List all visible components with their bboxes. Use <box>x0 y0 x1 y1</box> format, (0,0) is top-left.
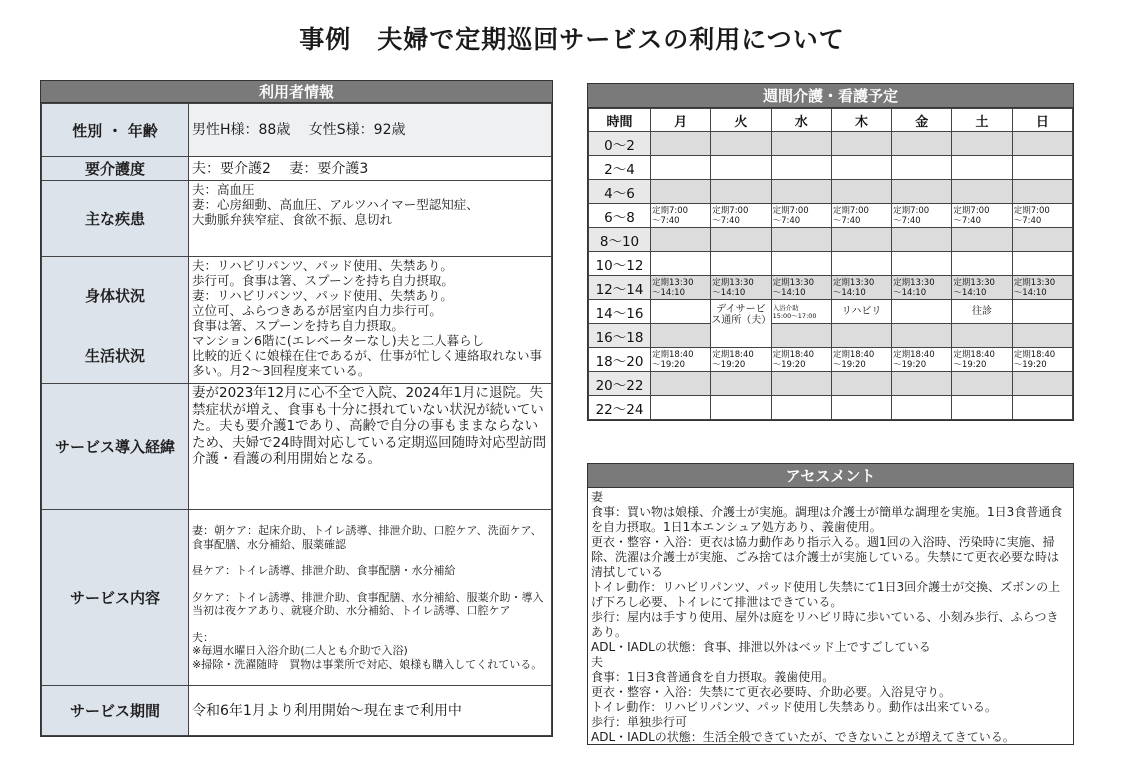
visit-noon: 定期13:30 ～14:10 <box>952 276 1012 300</box>
intro-text: 妻が2023年12月に心不全で入院、2024年1月に退院。失禁症状が増え、食事も十分に摂れていない状況が続いていた。夫も要介護1であり、高齢で自分の事もままならないため、夫婦で24時間対応している定期巡回随時対応型訪問介護・看護の利用開始となる。 <box>192 385 547 467</box>
visit-noon: 定期13:30 ～14:10 <box>892 276 952 300</box>
body-life-line: 食事は箸、スプーンを持ち自力摂取。 <box>192 318 404 333</box>
time-slot: 4～6 <box>589 180 651 204</box>
assessment-line: 歩行：屋内は手すり使用、屋外は庭をリハビリ時に歩いている、小刻み歩行、ふらつきあり。 <box>591 610 1059 639</box>
body-life-line: 歩行可。食事は箸、スプーンを持ち自力摂取。 <box>192 273 454 288</box>
content-husband-line: ※毎週水曜日入浴介助(二人とも介助で入浴) <box>192 644 408 657</box>
bath-cell <box>771 300 831 324</box>
assessment-line: ADL・IADLの状態：食事、排泄以外はベッド上ですごしている <box>591 640 931 654</box>
schedule-corner: 時間 <box>589 109 651 132</box>
body-life-value <box>189 257 552 384</box>
time-slot: 18～20 <box>589 348 651 372</box>
diseases-line: 夫：高血圧 <box>192 182 255 197</box>
assessment-line: 食事：買い物は娘様、介護士が実施。調理は介護士が簡単な調理を実施。1日3食普通食を自力摂取。1日1本エンシュア処方あり、義歯使用。 <box>591 505 1063 534</box>
time-slot: 8～10 <box>589 228 651 252</box>
content-label: サービス内容 <box>42 510 189 686</box>
day-service-cell: デイサービス通所（夫） <box>711 300 771 348</box>
time-slot: 6～8 <box>589 204 651 228</box>
intro-label: サービス導入経緯 <box>42 384 189 510</box>
visit-evening: 定期18:40 ～19:20 <box>1012 348 1072 372</box>
assessment-line: ADL・IADLの状態：生活全般できていたが、できないことが増えてきている。 <box>591 730 1015 744</box>
user-info-table <box>40 80 553 737</box>
visit-noon: 定期13:30 ～14:10 <box>831 276 891 300</box>
life-status-label: 生活状況 <box>84 347 145 365</box>
content-morning: 妻：朝ケア：起床介助、トイレ誘導、排泄介助、口腔ケア、洗面ケア、食事配膳、水分補給、服薬確認 <box>192 524 542 551</box>
time-slot: 0～2 <box>589 132 651 156</box>
day-header: 日 <box>1012 109 1072 132</box>
assessment-line: トイレ動作：リハビリパンツ、パッド使用し失禁にて1日3回介護士が交換、ズボンの上げ下ろし必要、トイレにて排泄はできている。 <box>591 580 1061 609</box>
body-life-line: 夫：リハビリパンツ、パッド使用、失禁あり。 <box>192 258 453 273</box>
visit-evening: 定期18:40 ～19:20 <box>892 348 952 372</box>
assessment-box <box>587 463 1074 745</box>
day-header: 月 <box>651 109 711 132</box>
content-noon: 昼ケア：トイレ誘導、排泄介助、食事配膳・水分補給 <box>192 564 456 577</box>
content-value <box>189 510 552 686</box>
care-level-label: 要介護度 <box>42 157 189 181</box>
body-life-line: 比較的近くに娘様在住であるが、仕事が忙しく連絡取れない事 <box>192 348 543 363</box>
diseases-value <box>189 181 552 257</box>
visit-morning: 定期7:00 ～7:40 <box>831 204 891 228</box>
visit-evening: 定期18:40 ～19:20 <box>831 348 891 372</box>
visit-morning: 定期7:00 ～7:40 <box>651 204 711 228</box>
care-level-value: 夫：要介護2 妻：要介護3 <box>189 157 552 181</box>
body-life-line: 多い。月2～3回程度来ている。 <box>192 363 371 378</box>
content-husband-line: ※掃除・洗濯随時 買物は事業所で対応、娘様も購入してくれている。 <box>192 657 543 671</box>
page-title: 事例 夫婦で定期巡回サービスの利用について <box>299 25 845 54</box>
gender-age-value: 男性H様：88歳 女性S様：92歳 <box>189 104 552 157</box>
body-life-line: 妻：リハビリパンツ、パッド使用、失禁あり。 <box>192 288 453 303</box>
visit-noon: 定期13:30 ～14:10 <box>771 276 831 300</box>
day-header: 火 <box>711 109 771 132</box>
time-slot: 12～14 <box>589 276 651 300</box>
assessment-body <box>588 488 1073 745</box>
time-slot: 16～18 <box>589 324 651 348</box>
period-value: 令和6年1月より利用開始～現在まで利用中 <box>189 686 552 736</box>
time-slot: 20～22 <box>589 372 651 396</box>
visit-evening: 定期18:40 ～19:20 <box>771 348 831 372</box>
visit-noon: 定期13:30 ～14:10 <box>711 276 771 300</box>
time-slot: 2～4 <box>589 156 651 180</box>
time-slot: 10～12 <box>589 252 651 276</box>
content-husband-line: 夫： <box>192 630 214 644</box>
diseases-label: 主な疾患 <box>42 181 189 257</box>
intro-value <box>189 384 552 510</box>
assessment-line: 食事：1日3食普通食を自力摂取。義歯使用。 <box>591 670 835 684</box>
rehab-cell: リハビリ <box>831 300 891 324</box>
weekly-schedule <box>587 83 1074 421</box>
visit-morning: 定期7:00 ～7:40 <box>892 204 952 228</box>
day-header: 水 <box>771 109 831 132</box>
body-status-label: 身体状況 <box>84 287 145 305</box>
diseases-line: 大動脈弁狭窄症、食欲不振、息切れ <box>192 212 393 227</box>
day-header: 金 <box>892 109 952 132</box>
body-life-labels <box>42 257 189 384</box>
visit-evening: 定期18:40 ～19:20 <box>651 348 711 372</box>
assessment-line: 妻 <box>591 490 604 504</box>
body-life-line: マンション6階に(エレベーターなし)夫と二人暮らし <box>192 333 485 348</box>
user-info-header: 利用者情報 <box>41 81 552 103</box>
time-slot: 14～16 <box>589 300 651 324</box>
visit-evening: 定期18:40 ～19:20 <box>711 348 771 372</box>
assessment-line: 更衣・整容・入浴：更衣は協力動作あり指示入る。週1回の入浴時、汚染時に実施、掃除、洗濯は介護士が実施、ごみ捨ては介護士が実施している。失禁にて更衣必要な時は清拭している <box>591 535 1060 579</box>
visit-noon: 定期13:30 ～14:10 <box>651 276 711 300</box>
day-header: 土 <box>952 109 1012 132</box>
assessment-line: 更衣・整容・入浴：失禁にて更衣必要時、介助必要。入浴見守り。 <box>591 685 952 699</box>
bath-time: 15:00～17:00 <box>772 311 817 320</box>
visit-morning: 定期7:00 ～7:40 <box>1012 204 1072 228</box>
bath-label: 入浴介助 <box>772 303 799 312</box>
gender-age-label: 性別 ・ 年齢 <box>42 104 189 157</box>
body-life-line: 立位可、ふらつきあるが居室内自力歩行可。 <box>192 303 442 318</box>
visit-morning: 定期7:00 ～7:40 <box>952 204 1012 228</box>
content-evening: 夕ケア：トイレ誘導、排泄介助、食事配膳、水分補給、服薬介助・導入当初は夜ケアあり、就寝介助、水分補給、トイレ誘導、口腔ケア <box>192 590 544 617</box>
assessment-line: トイレ動作：リハビリパンツ、パッド使用し失禁あり。動作は出来ている。 <box>591 700 997 714</box>
schedule-header: 週間介護・看護予定 <box>588 84 1073 108</box>
visit-morning: 定期7:00 ～7:40 <box>771 204 831 228</box>
visit-evening: 定期18:40 ～19:20 <box>952 348 1012 372</box>
assessment-line: 夫 <box>591 655 604 669</box>
time-slot: 22～24 <box>589 396 651 420</box>
day-header: 木 <box>831 109 891 132</box>
diseases-line: 妻：心房細動、高血圧、アルツハイマー型認知症、 <box>192 197 479 212</box>
assessment-header: アセスメント <box>588 464 1073 488</box>
period-label: サービス期間 <box>42 686 189 736</box>
house-call-cell: 往診 <box>952 300 1012 324</box>
assessment-line: 歩行：単独歩行可 <box>591 715 688 729</box>
visit-morning: 定期7:00 ～7:40 <box>711 204 771 228</box>
visit-noon: 定期13:30 ～14:10 <box>1012 276 1072 300</box>
